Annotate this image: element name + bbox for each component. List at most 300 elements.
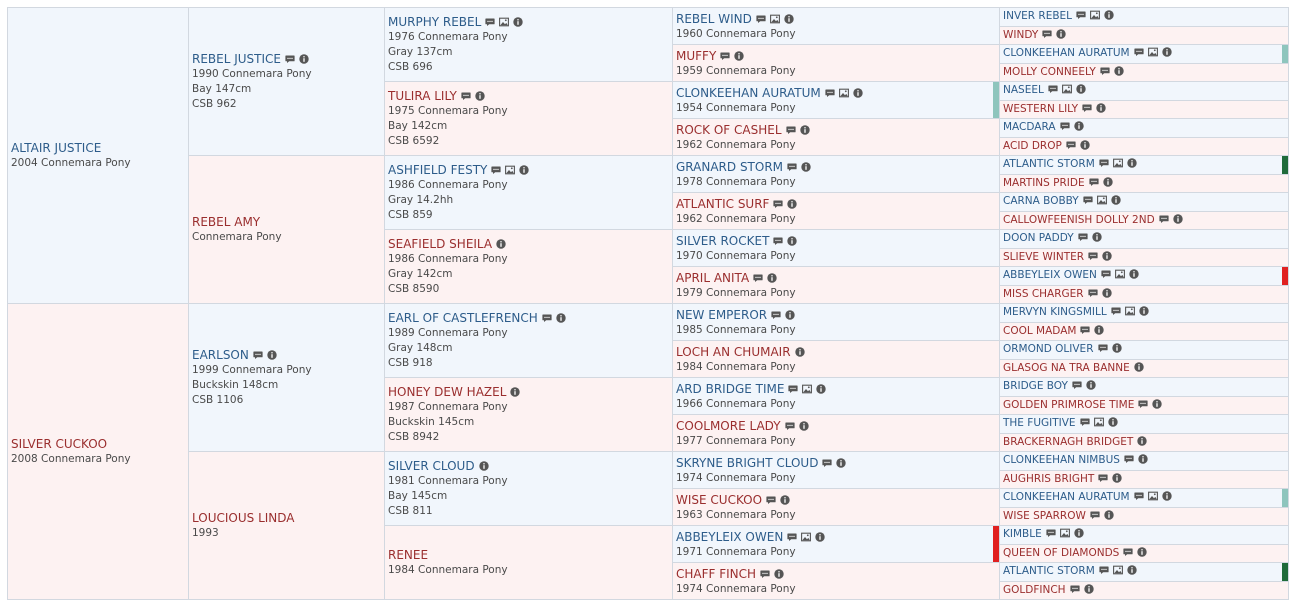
pedigree-cell-gen5-kimble xyxy=(999,525,1289,545)
horse-detail-line: 1974 Connemara Pony xyxy=(676,471,796,484)
horse-name-row xyxy=(388,163,668,178)
horse-name-row xyxy=(1003,452,1284,469)
horse-detail-line: 1966 Connemara Pony xyxy=(676,397,796,410)
pedigree-cell-gen3-ashfield-festy xyxy=(384,155,673,230)
duplicate-ancestor-marker xyxy=(1282,267,1288,285)
info-icon[interactable] xyxy=(1084,584,1094,594)
info-icon[interactable] xyxy=(1127,158,1137,168)
pedigree-cell-gen5-miss-charger xyxy=(999,285,1289,305)
horse-name-link[interactable]: CARNA BOBBY xyxy=(1003,195,1079,207)
horse-name-link[interactable]: LOCH AN CHUMAIR xyxy=(676,344,791,359)
horse-name-link[interactable]: ATLANTIC STORM xyxy=(1003,158,1095,170)
horse-name-row xyxy=(676,530,995,545)
comment-icon[interactable] xyxy=(822,458,832,468)
photo-icon[interactable] xyxy=(1125,306,1135,316)
comment-icon[interactable] xyxy=(1088,251,1098,261)
info-icon[interactable] xyxy=(1080,140,1090,150)
comment-icon[interactable] xyxy=(1099,565,1109,575)
horse-name-link[interactable]: BRIDGE BOY xyxy=(1003,380,1068,392)
pedigree-cell-gen4-rebel-wind xyxy=(672,7,1000,45)
pedigree-cell-gen3-silver-cloud xyxy=(384,451,673,526)
comment-icon[interactable] xyxy=(1134,47,1144,57)
horse-detail-line: CSB 8590 xyxy=(388,283,440,295)
horse-detail-line: 1986 Connemara Pony xyxy=(388,253,508,265)
horse-detail-line: Bay 142cm xyxy=(388,120,448,132)
horse-name-link[interactable]: ASHFIELD FESTY xyxy=(388,163,488,177)
pedigree-cell-gen3-renee xyxy=(384,525,673,600)
horse-name-link[interactable]: COOLMORE LADY xyxy=(676,418,781,433)
photo-icon[interactable] xyxy=(801,532,811,542)
horse-detail-line: 1986 Connemara Pony xyxy=(388,179,508,191)
photo-icon[interactable] xyxy=(1115,269,1125,279)
horse-detail-line: Bay 147cm xyxy=(192,83,252,95)
photo-icon[interactable] xyxy=(1148,47,1158,57)
horse-detail-line: 1979 Connemara Pony xyxy=(676,286,796,299)
comment-icon[interactable] xyxy=(1134,491,1144,501)
pedigree-cell-gen5-aughris-bright xyxy=(999,470,1289,490)
horse-name-row xyxy=(1003,545,1284,562)
horse-name-row xyxy=(1003,156,1284,173)
horse-name-link[interactable]: ORMOND OLIVER xyxy=(1003,343,1094,355)
horse-name-row xyxy=(1003,175,1284,192)
horse-name-link[interactable]: QUEEN OF DIAMONDS xyxy=(1003,546,1120,559)
horse-detail-line: 1993 xyxy=(192,527,219,539)
comment-icon[interactable] xyxy=(788,384,798,394)
info-icon[interactable] xyxy=(1134,362,1144,372)
horse-name-link[interactable]: NASEEL xyxy=(1003,84,1044,96)
horse-name-link[interactable]: EARL OF CASTLEFRENCH xyxy=(388,311,538,325)
pedigree-cell-gen5-carna-bobby xyxy=(999,192,1289,212)
pedigree-cell-gen3-honey-dew-hazel xyxy=(384,377,673,452)
horse-detail-line: 1962 Connemara Pony xyxy=(676,138,796,151)
horse-name-row xyxy=(1003,82,1284,99)
horse-name-row xyxy=(1003,119,1284,136)
info-icon[interactable] xyxy=(1114,66,1124,76)
horse-name-link[interactable]: MOLLY CONNEELY xyxy=(1003,65,1096,78)
horse-name-link[interactable]: WISE CUCKOO xyxy=(676,492,763,507)
horse-name-link[interactable]: MACDARA xyxy=(1003,121,1056,133)
comment-icon[interactable] xyxy=(825,88,835,98)
info-icon[interactable] xyxy=(1112,343,1122,353)
horse-name-row xyxy=(1003,360,1284,377)
info-icon[interactable] xyxy=(1152,399,1162,409)
pedigree-cell-gen5-goldfinch xyxy=(999,581,1289,601)
info-icon[interactable] xyxy=(1162,491,1172,501)
comment-icon[interactable] xyxy=(720,51,730,61)
horse-name-link[interactable]: SILVER CUCKOO xyxy=(11,437,108,451)
info-icon[interactable] xyxy=(513,17,523,27)
horse-name-row xyxy=(388,89,668,104)
photo-icon[interactable] xyxy=(1090,10,1100,20)
horse-name-row xyxy=(1003,212,1284,229)
comment-icon[interactable] xyxy=(766,495,776,505)
info-icon[interactable] xyxy=(1102,288,1112,298)
horse-detail-line: 1962 Connemara Pony xyxy=(676,212,796,225)
horse-detail-line: Gray 148cm xyxy=(388,342,453,354)
duplicate-ancestor-marker xyxy=(1282,45,1288,63)
info-icon[interactable] xyxy=(1111,195,1121,205)
pedigree-cell-gen4-abbeyleix-owen xyxy=(672,525,1000,563)
duplicate-ancestor-marker xyxy=(1282,489,1288,507)
horse-name-row xyxy=(1003,27,1284,44)
comment-icon[interactable] xyxy=(1090,510,1100,520)
comment-icon[interactable] xyxy=(1101,269,1111,279)
info-icon[interactable] xyxy=(1104,10,1114,20)
info-icon[interactable] xyxy=(1104,510,1114,520)
comment-icon[interactable] xyxy=(1124,454,1134,464)
horse-name-link[interactable]: WISE SPARROW xyxy=(1003,509,1086,522)
horse-detail-line: 1987 Connemara Pony xyxy=(388,401,508,413)
comment-icon[interactable] xyxy=(1080,325,1090,335)
info-icon[interactable] xyxy=(774,569,784,579)
info-icon[interactable] xyxy=(801,162,811,172)
horse-name-link[interactable]: INVER REBEL xyxy=(1003,10,1073,22)
comment-icon[interactable] xyxy=(1076,10,1086,20)
horse-name-row xyxy=(1003,267,1284,284)
pedigree-cell-gen5-clonkeehan-auratum xyxy=(999,44,1289,64)
info-icon[interactable] xyxy=(734,51,744,61)
horse-name-row xyxy=(1003,508,1284,525)
horse-name-link[interactable]: ABBEYLEIX OWEN xyxy=(1003,269,1097,281)
horse-name-link[interactable]: TULIRA LILY xyxy=(388,89,457,103)
info-icon[interactable] xyxy=(787,199,797,209)
horse-name-link[interactable]: MUFFY xyxy=(676,48,717,63)
horse-name-row xyxy=(1003,526,1284,543)
info-icon[interactable] xyxy=(1074,121,1084,131)
comment-icon[interactable] xyxy=(1088,288,1098,298)
info-icon[interactable] xyxy=(475,91,485,101)
pedigree-cell-gen5-cool-madam xyxy=(999,322,1289,342)
comment-icon[interactable] xyxy=(1138,399,1148,409)
horse-name-row xyxy=(1003,193,1284,210)
info-icon[interactable] xyxy=(1103,177,1113,187)
pedigree-cell-gen4-muffy xyxy=(672,44,1000,82)
comment-icon[interactable] xyxy=(1089,177,1099,187)
pedigree-cell-gen2-rebel-justice xyxy=(188,7,385,156)
info-icon[interactable] xyxy=(1127,565,1137,575)
info-icon[interactable] xyxy=(267,350,277,360)
horse-name-link[interactable]: SEAFIELD SHEILA xyxy=(388,237,493,251)
horse-name-row xyxy=(1003,471,1284,488)
horse-detail-line: 1959 Connemara Pony xyxy=(676,64,796,77)
horse-name-link[interactable]: GRANARD STORM xyxy=(676,159,784,174)
photo-icon[interactable] xyxy=(1094,417,1104,427)
horse-detail-line: 1971 Connemara Pony xyxy=(676,545,796,558)
comment-icon[interactable] xyxy=(461,91,471,101)
pedigree-cell-gen1-altair-justice xyxy=(7,7,189,304)
photo-icon[interactable] xyxy=(839,88,849,98)
horse-name-row xyxy=(388,548,668,563)
photo-icon[interactable] xyxy=(1097,195,1107,205)
horse-name-row xyxy=(1003,138,1284,155)
comment-icon[interactable] xyxy=(485,17,495,27)
horse-detail-line: 1976 Connemara Pony xyxy=(388,31,508,43)
info-icon[interactable] xyxy=(510,387,520,397)
horse-name-link[interactable]: BRACKERNAGH BRIDGET xyxy=(1003,435,1134,448)
horse-name-row xyxy=(388,385,668,400)
info-icon[interactable] xyxy=(1112,473,1122,483)
pedigree-cell-gen3-seafield-sheila xyxy=(384,229,673,304)
info-icon[interactable] xyxy=(785,310,795,320)
info-icon[interactable] xyxy=(1173,214,1183,224)
horse-name-link[interactable]: THE FUGITIVE xyxy=(1003,417,1076,429)
info-icon[interactable] xyxy=(496,239,506,249)
pedigree-cell-gen5-clonkeehan-auratum xyxy=(999,488,1289,508)
comment-icon[interactable] xyxy=(753,273,763,283)
pedigree-cell-gen3-tulira-lily xyxy=(384,81,673,156)
info-icon[interactable] xyxy=(1139,306,1149,316)
horse-name-row xyxy=(676,567,995,582)
horse-detail-line: 2008 Connemara Pony xyxy=(11,453,131,465)
comment-icon[interactable] xyxy=(771,310,781,320)
info-icon[interactable] xyxy=(1138,454,1148,464)
pedigree-cell-gen4-silver-rocket xyxy=(672,229,1000,267)
horse-detail-line: CSB 962 xyxy=(192,98,237,110)
comment-icon[interactable] xyxy=(1072,380,1082,390)
horse-name-row xyxy=(1003,8,1284,25)
info-icon[interactable] xyxy=(1137,547,1147,557)
horse-name-row xyxy=(1003,286,1284,303)
horse-detail-line: 1989 Connemara Pony xyxy=(388,327,508,339)
info-icon[interactable] xyxy=(816,384,826,394)
horse-name-link[interactable]: WESTERN LILY xyxy=(1003,102,1079,115)
info-icon[interactable] xyxy=(815,532,825,542)
comment-icon[interactable] xyxy=(1082,103,1092,113)
comment-icon[interactable] xyxy=(1080,417,1090,427)
comment-icon[interactable] xyxy=(756,14,766,24)
pedigree-cell-gen5-windy xyxy=(999,26,1289,46)
info-icon[interactable] xyxy=(784,14,794,24)
horse-name-row xyxy=(388,237,668,252)
horse-name-link[interactable]: MURPHY REBEL xyxy=(388,15,482,29)
horse-name-row xyxy=(192,52,380,67)
photo-icon[interactable] xyxy=(499,17,509,27)
horse-name-row xyxy=(11,437,184,452)
photo-icon[interactable] xyxy=(1113,158,1123,168)
info-icon[interactable] xyxy=(787,236,797,246)
pedigree-cell-gen5-wise-sparrow xyxy=(999,507,1289,527)
info-icon[interactable] xyxy=(1162,47,1172,57)
pedigree-cell-gen4-new-emperor xyxy=(672,303,1000,341)
horse-name-link[interactable]: EARLSON xyxy=(192,348,249,362)
photo-icon[interactable] xyxy=(1113,565,1123,575)
horse-name-link[interactable]: ACID DROP xyxy=(1003,139,1062,152)
horse-name-link[interactable]: KIMBLE xyxy=(1003,528,1042,540)
pedigree-cell-gen5-western-lily xyxy=(999,100,1289,120)
comment-icon[interactable] xyxy=(1048,84,1058,94)
comment-icon[interactable] xyxy=(1083,195,1093,205)
comment-icon[interactable] xyxy=(787,162,797,172)
horse-name-link[interactable]: COOL MADAM xyxy=(1003,324,1077,337)
info-icon[interactable] xyxy=(800,125,810,135)
info-icon[interactable] xyxy=(1056,29,1066,39)
comment-icon[interactable] xyxy=(773,199,783,209)
horse-name-row xyxy=(676,456,995,471)
comment-icon[interactable] xyxy=(491,165,501,175)
horse-name-row xyxy=(1003,341,1284,358)
horse-name-link[interactable]: ARD BRIDGE TIME xyxy=(676,381,785,396)
info-icon[interactable] xyxy=(780,495,790,505)
pedigree-cell-gen5-golden-primrose-time xyxy=(999,396,1289,416)
pedigree-cell-gen4-atlantic-surf xyxy=(672,192,1000,230)
pedigree-cell-gen5-martins-pride xyxy=(999,174,1289,194)
horse-detail-line: 1984 Connemara Pony xyxy=(676,360,796,373)
info-icon[interactable] xyxy=(479,461,489,471)
duplicate-ancestor-marker xyxy=(1282,563,1288,581)
info-icon[interactable] xyxy=(836,458,846,468)
info-icon[interactable] xyxy=(799,421,809,431)
horse-name-link[interactable]: REBEL AMY xyxy=(192,215,261,229)
photo-icon[interactable] xyxy=(1148,491,1158,501)
horse-name-row xyxy=(676,160,995,175)
pedigree-cell-gen4-ard-bridge-time xyxy=(672,377,1000,415)
horse-name-link[interactable]: REBEL WIND xyxy=(676,11,752,26)
comment-icon[interactable] xyxy=(1098,343,1108,353)
horse-name-row xyxy=(1003,415,1284,432)
horse-detail-line: 1974 Connemara Pony xyxy=(676,582,796,595)
comment-icon[interactable] xyxy=(1159,214,1169,224)
photo-icon[interactable] xyxy=(770,14,780,24)
horse-name-link[interactable]: SLIEVE WINTER xyxy=(1003,250,1085,263)
horse-name-link[interactable]: WINDY xyxy=(1003,28,1039,41)
horse-name-link[interactable]: RENEE xyxy=(388,548,429,562)
horse-detail-line: 1977 Connemara Pony xyxy=(676,434,796,447)
comment-icon[interactable] xyxy=(1046,528,1056,538)
horse-detail-line: Connemara Pony xyxy=(192,231,282,243)
comment-icon[interactable] xyxy=(786,125,796,135)
horse-detail-line: 2004 Connemara Pony xyxy=(11,157,131,169)
horse-name-link[interactable]: CLONKEEHAN AURATUM xyxy=(1003,491,1130,503)
pedigree-cell-gen5-ormond-oliver xyxy=(999,340,1289,360)
horse-name-link[interactable]: DOON PADDY xyxy=(1003,232,1074,244)
pedigree-cell-gen4-clonkeehan-auratum xyxy=(672,81,1000,119)
pedigree-cell-gen3-earl-of-castlefrench xyxy=(384,303,673,378)
info-icon[interactable] xyxy=(1076,84,1086,94)
horse-name-link[interactable]: HONEY DEW HAZEL xyxy=(388,385,507,399)
info-icon[interactable] xyxy=(299,54,309,64)
horse-name-row xyxy=(676,382,995,397)
info-icon[interactable] xyxy=(1129,269,1139,279)
info-icon[interactable] xyxy=(1092,232,1102,242)
horse-name-link[interactable]: NEW EMPEROR xyxy=(676,307,768,322)
info-icon[interactable] xyxy=(1094,325,1104,335)
pedigree-cell-gen5-slieve-winter xyxy=(999,248,1289,268)
horse-name-link[interactable]: LOUCIOUS LINDA xyxy=(192,511,295,525)
comment-icon[interactable] xyxy=(1100,66,1110,76)
comment-icon[interactable] xyxy=(1066,140,1076,150)
horse-name-row xyxy=(192,511,380,526)
info-icon[interactable] xyxy=(767,273,777,283)
horse-name-link[interactable]: MISS CHARGER xyxy=(1003,287,1084,300)
horse-detail-line: Gray 142cm xyxy=(388,268,453,280)
info-icon[interactable] xyxy=(1102,251,1112,261)
horse-detail-line: 1970 Connemara Pony xyxy=(676,249,796,262)
horse-detail-line: CSB 811 xyxy=(388,505,433,517)
horse-name-link[interactable]: ATLANTIC STORM xyxy=(1003,565,1095,577)
comment-icon[interactable] xyxy=(1099,158,1109,168)
comment-icon[interactable] xyxy=(773,236,783,246)
comment-icon[interactable] xyxy=(760,569,770,579)
pedigree-cell-gen5-callowfeenish-dolly-2nd xyxy=(999,211,1289,231)
photo-icon[interactable] xyxy=(1062,84,1072,94)
horse-name-link[interactable]: APRIL ANITA xyxy=(676,270,750,285)
horse-detail-line: CSB 918 xyxy=(388,357,433,369)
horse-name-row xyxy=(1003,101,1284,118)
info-icon[interactable] xyxy=(1096,103,1106,113)
horse-name-link[interactable]: CHAFF FINCH xyxy=(676,566,757,581)
comment-icon[interactable] xyxy=(785,421,795,431)
info-icon[interactable] xyxy=(1137,436,1147,446)
horse-name-link[interactable]: GOLDFINCH xyxy=(1003,583,1066,596)
info-icon[interactable] xyxy=(795,347,805,357)
horse-name-link[interactable]: SILVER ROCKET xyxy=(676,233,770,248)
info-icon[interactable] xyxy=(1074,528,1084,538)
photo-icon[interactable] xyxy=(802,384,812,394)
photo-icon[interactable] xyxy=(1060,528,1070,538)
horse-name-link[interactable]: ATLANTIC SURF xyxy=(676,196,770,211)
horse-name-link[interactable]: REBEL JUSTICE xyxy=(192,52,282,66)
pedigree-cell-gen5-atlantic-storm xyxy=(999,155,1289,175)
comment-icon[interactable] xyxy=(1123,547,1133,557)
comment-icon[interactable] xyxy=(542,313,552,323)
pedigree-cell-gen5-the-fugitive xyxy=(999,414,1289,434)
comment-icon[interactable] xyxy=(1078,232,1088,242)
pedigree-cell-gen5-glasog-na-tra-banne xyxy=(999,359,1289,379)
horse-name-link[interactable]: ABBEYLEIX OWEN xyxy=(676,529,784,544)
horse-name-row xyxy=(1003,230,1284,247)
comment-icon[interactable] xyxy=(1042,29,1052,39)
pedigree-cell-gen5-abbeyleix-owen xyxy=(999,266,1289,286)
horse-name-link[interactable]: ALTAIR JUSTICE xyxy=(11,141,102,155)
horse-name-link[interactable]: GLASOG NA TRA BANNE xyxy=(1003,361,1130,374)
comment-icon[interactable] xyxy=(1111,306,1121,316)
info-icon[interactable] xyxy=(556,313,566,323)
horse-name-link[interactable]: MERVYN KINGSMILL xyxy=(1003,306,1107,318)
horse-name-link[interactable]: CLONKEEHAN AURATUM xyxy=(1003,47,1130,59)
comment-icon[interactable] xyxy=(253,350,263,360)
info-icon[interactable] xyxy=(1086,380,1096,390)
info-icon[interactable] xyxy=(1108,417,1118,427)
horse-detail-line: CSB 859 xyxy=(388,209,433,221)
pedigree-cell-gen5-atlantic-storm xyxy=(999,562,1289,582)
pedigree-cell-gen4-coolmore-lady xyxy=(672,414,1000,452)
horse-name-row xyxy=(1003,397,1284,414)
comment-icon[interactable] xyxy=(1098,473,1108,483)
horse-name-link[interactable]: CALLOWFEENISH DOLLY 2ND xyxy=(1003,213,1155,226)
horse-name-link[interactable]: MARTINS PRIDE xyxy=(1003,176,1085,189)
horse-name-link[interactable]: AUGHRIS BRIGHT xyxy=(1003,472,1095,485)
horse-name-row xyxy=(676,234,995,249)
comment-icon[interactable] xyxy=(285,54,295,64)
horse-name-row xyxy=(388,459,668,474)
horse-name-link[interactable]: SILVER CLOUD xyxy=(388,459,475,473)
info-icon[interactable] xyxy=(853,88,863,98)
info-icon[interactable] xyxy=(519,165,529,175)
comment-icon[interactable] xyxy=(1060,121,1070,131)
horse-name-link[interactable]: ROCK OF CASHEL xyxy=(676,122,782,137)
horse-name-link[interactable]: CLONKEEHAN AURATUM xyxy=(676,85,821,100)
horse-name-row xyxy=(676,12,995,27)
photo-icon[interactable] xyxy=(505,165,515,175)
pedigree-cell-gen4-skryne-bright-cloud xyxy=(672,451,1000,489)
horse-name-link[interactable]: CLONKEEHAN NIMBUS xyxy=(1003,454,1120,466)
comment-icon[interactable] xyxy=(1070,584,1080,594)
horse-name-link[interactable]: GOLDEN PRIMROSE TIME xyxy=(1003,398,1135,411)
horse-detail-line: 1984 Connemara Pony xyxy=(388,564,508,576)
horse-name-row xyxy=(1003,563,1284,580)
comment-icon[interactable] xyxy=(787,532,797,542)
horse-name-link[interactable]: SKRYNE BRIGHT CLOUD xyxy=(676,455,819,470)
